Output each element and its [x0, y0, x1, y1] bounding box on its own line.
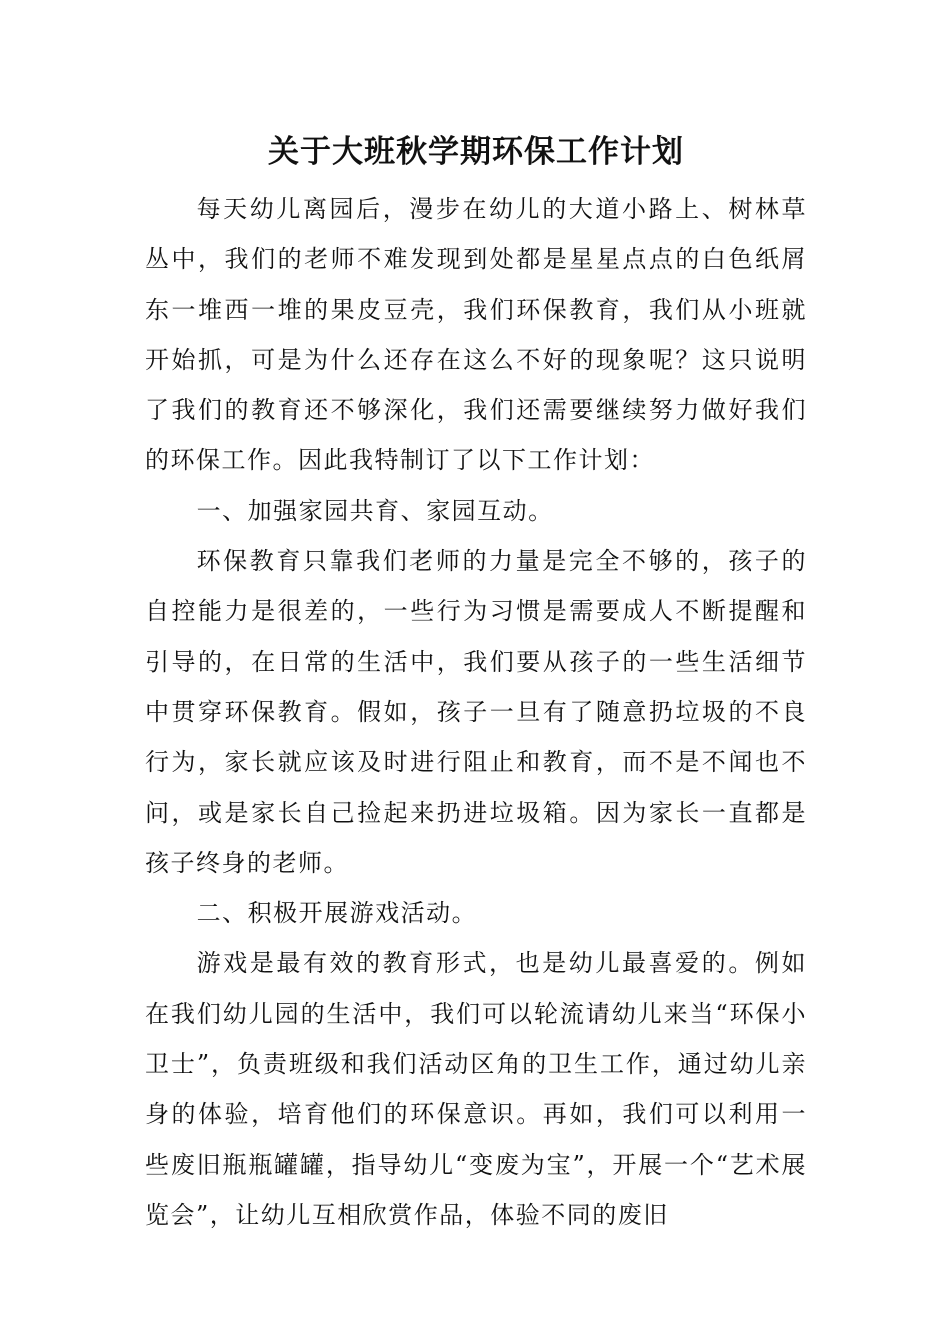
paragraph-section-2: 游戏是最有效的教育形式，也是幼儿最喜爱的。例如在我们幼儿园的生活中，我们可以轮流请幼儿来当“环保小卫士”，负责班级和我们活动区角的卫生工作，通过幼儿亲身的体验，培育他们的环保意识。再如，我们可以利用一些废旧瓶瓶罐罐，指导幼儿“变废为宝”，开展一个“艺术展览会”，让幼儿互相欣赏作品，体验不同的废旧 — [145, 949, 807, 1229]
document-body — [145, 184, 807, 1240]
document-title: 关于大班秋学期环保工作计划 — [268, 134, 684, 170]
section-heading-2: 二、积极开展游戏活动。 — [196, 899, 478, 928]
section-heading-1: 一、加强家园共育、家园互动。 — [196, 496, 554, 525]
document-page — [145, 120, 807, 1240]
paragraph-intro: 每天幼儿离园后，漫步在幼儿的大道小路上、树林草丛中，我们的老师不难发现到处都是星星点点的白色纸屑东一堆西一堆的果皮豆壳，我们环保教育，我们从小班就开始抓，可是为什么还存在这么不好的现象呢？这只说明了我们的教育还不够深化，我们还需要继续努力做好我们的环保工作。因此我特制订了以下工作计划： — [145, 195, 807, 475]
paragraph-section-1: 环保教育只靠我们老师的力量是完全不够的，孩子的自控能力是很差的，一些行为习惯是需要成人不断提醒和引导的，在日常的生活中，我们要从孩子的一些生活细节中贯穿环保教育。假如，孩子一旦有了随意扔垃圾的不良行为，家长就应该及时进行阻止和教育，而不是不闻也不问，或是家长自己捡起来扔进垃圾箱。因为家长一直都是孩子终身的老师。 — [145, 547, 807, 877]
